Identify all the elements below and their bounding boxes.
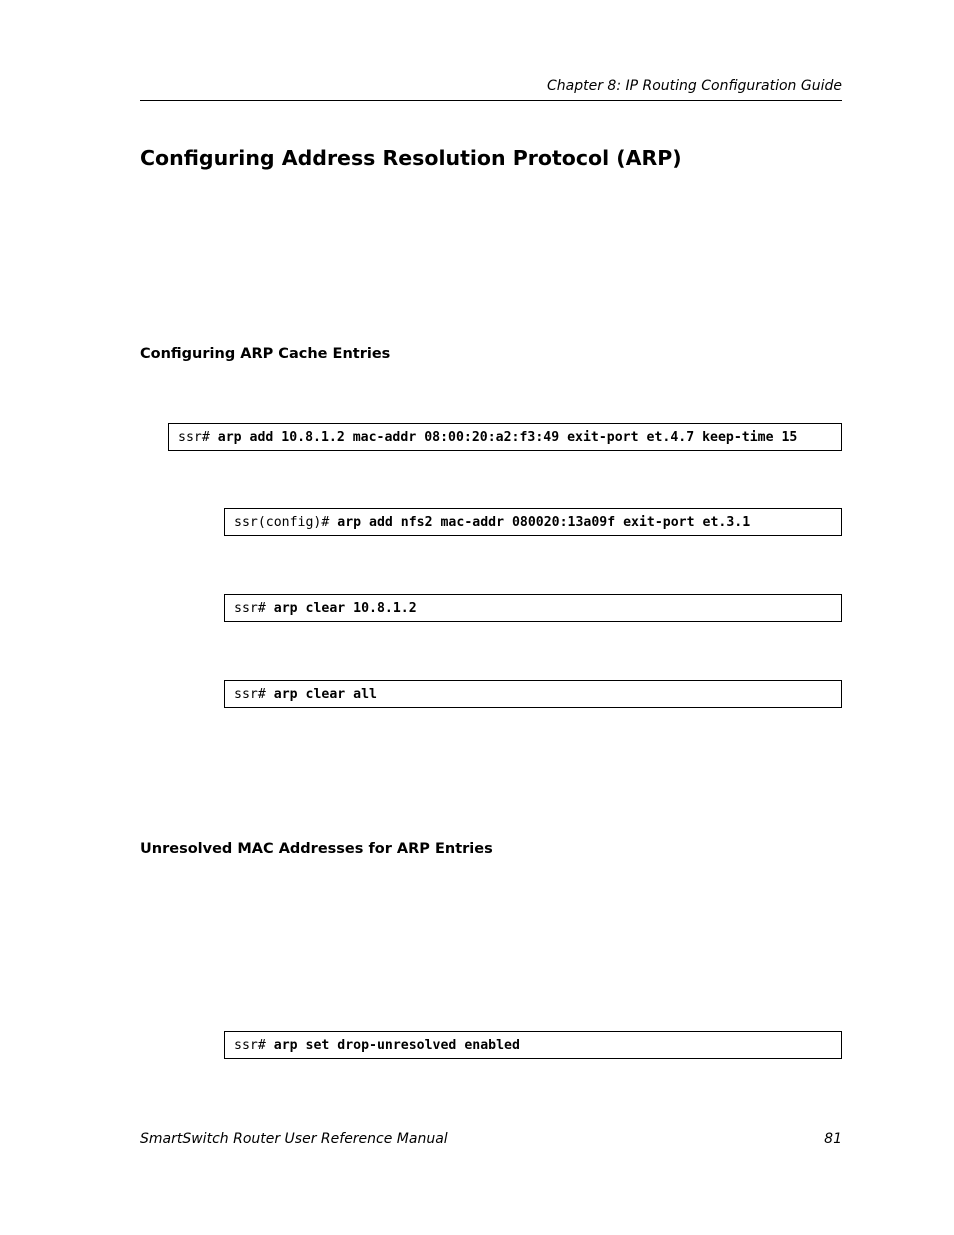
cli-command: arp clear 10.8.1.2 [273,600,417,616]
cli-command: arp set drop-unresolved enabled [273,1037,520,1053]
cli-prompt: ssr# [234,1037,266,1053]
code-box [168,423,842,451]
cli-prompt: ssr# [234,686,266,702]
cli-command: arp clear all [273,686,377,702]
header-divider [140,100,842,101]
code-box [224,1031,842,1059]
cli-command: arp add nfs2 mac-addr 080020:13a09f exit-port et.3.1 [337,514,751,530]
cli-command: arp add 10.8.1.2 mac-addr 08:00:20:a2:f3:49 exit-port et.4.7 keep-time 15 [217,429,798,445]
section-title: Configuring Address Resolution Protocol (ARP) [140,146,682,170]
code-box [224,508,842,536]
code-box [224,594,842,622]
page-number: 81 [824,1131,842,1147]
subheading-arp-cache: Configuring ARP Cache Entries [140,346,391,362]
code-box [224,680,842,708]
cli-prompt: ssr# [234,600,266,616]
running-header: Chapter 8: IP Routing Configuration Guide [546,78,842,94]
cli-prompt: ssr(config)# [234,514,330,530]
subheading-unresolved-mac: Unresolved MAC Addresses for ARP Entries [140,841,493,857]
cli-prompt: ssr# [178,429,210,445]
footer-manual-title: SmartSwitch Router User Reference Manual [140,1131,448,1147]
